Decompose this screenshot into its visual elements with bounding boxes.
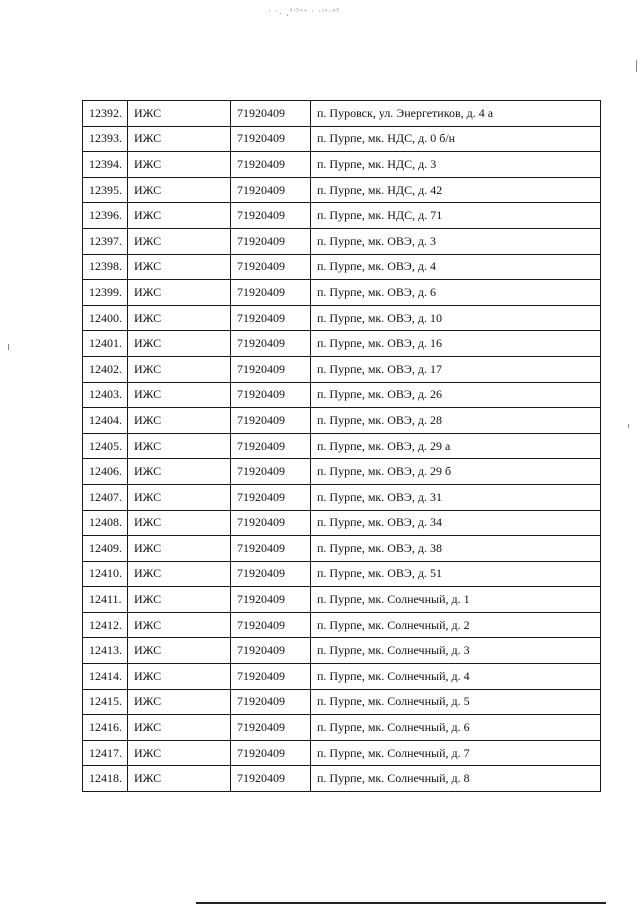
address-cell: п. Пурпе, мк. ОВЭ, д. 28 [311,408,601,434]
address-cell: п. Пурпе, мк. ОВЭ, д. 31 [311,484,601,510]
oktmo-code-cell: 71920409 [231,459,311,485]
row-number-cell: 12394. [83,152,128,178]
building-type-cell: ИЖС [128,101,231,127]
oktmo-code-cell: 71920409 [231,101,311,127]
oktmo-code-cell: 71920409 [231,331,311,357]
building-type-cell: ИЖС [128,356,231,382]
address-cell: п. Пурпе, мк. Солнечный, д. 2 [311,612,601,638]
oktmo-code-cell: 71920409 [231,638,311,664]
row-number-cell: 12401. [83,331,128,357]
table-row [83,177,601,203]
row-number-cell: 12418. [83,766,128,792]
oktmo-code-cell: 71920409 [231,536,311,562]
building-type-cell: ИЖС [128,152,231,178]
oktmo-code-cell: 71920409 [231,766,311,792]
page-bottom-rule [196,902,606,904]
table-row [83,228,601,254]
address-cell: п. Пурпе, мк. НДС, д. 0 б/н [311,126,601,152]
table-row [83,689,601,715]
row-number-cell: 12405. [83,433,128,459]
building-type-cell: ИЖС [128,510,231,536]
table-row [83,408,601,434]
oktmo-code-cell: 71920409 [231,382,311,408]
table-row [83,484,601,510]
address-cell: п. Пурпе, мк. НДС, д. 42 [311,177,601,203]
oktmo-code-cell: 71920409 [231,152,311,178]
address-cell: п. Пурпе, мк. Солнечный, д. 8 [311,766,601,792]
oktmo-code-cell: 71920409 [231,280,311,306]
building-type-cell: ИЖС [128,382,231,408]
building-type-cell: ИЖС [128,561,231,587]
row-number-cell: 12414. [83,664,128,690]
building-type-cell: ИЖС [128,433,231,459]
oktmo-code-cell: 71920409 [231,305,311,331]
table-row [83,740,601,766]
oktmo-code-cell: 71920409 [231,254,311,280]
oktmo-code-cell: 71920409 [231,356,311,382]
building-type-cell: ИЖС [128,664,231,690]
building-type-cell: ИЖС [128,689,231,715]
building-type-cell: ИЖС [128,484,231,510]
table-row [83,459,601,485]
table-row [83,536,601,562]
oktmo-code-cell: 71920409 [231,484,311,510]
address-cell: п. Пурпе, мк. Солнечный, д. 6 [311,715,601,741]
address-cell: п. Пурпе, мк. ОВЭ, д. 29 а [311,433,601,459]
row-number-cell: 12416. [83,715,128,741]
table-row [83,664,601,690]
scan-artifact-right-top [636,60,637,72]
row-number-cell: 12415. [83,689,128,715]
address-cell: п. Пурпе, мк. ОВЭ, д. 38 [311,536,601,562]
table-row [83,280,601,306]
table-row [83,356,601,382]
building-type-cell: ИЖС [128,459,231,485]
row-number-cell: 12392. [83,101,128,127]
row-number-cell: 12409. [83,536,128,562]
oktmo-code-cell: 71920409 [231,587,311,613]
oktmo-code-cell: 71920409 [231,408,311,434]
address-cell: п. Пурпе, мк. ОВЭ, д. 17 [311,356,601,382]
table-row [83,305,601,331]
row-number-cell: 12408. [83,510,128,536]
oktmo-code-cell: 71920409 [231,715,311,741]
row-number-cell: 12413. [83,638,128,664]
table-row [83,382,601,408]
scan-artifact-right-mid [628,424,629,428]
address-cell: п. Пурпе, мк. Солнечный, д. 1 [311,587,601,613]
building-type-cell: ИЖС [128,612,231,638]
address-cell: п. Пурпе, мк. НДС, д. 3 [311,152,601,178]
oktmo-code-cell: 71920409 [231,664,311,690]
row-number-cell: 12398. [83,254,128,280]
building-type-cell: ИЖС [128,305,231,331]
table-row [83,612,601,638]
address-cell: п. Пурпе, мк. Солнечный, д. 7 [311,740,601,766]
building-type-cell: ИЖС [128,740,231,766]
row-number-cell: 12417. [83,740,128,766]
row-number-cell: 12402. [83,356,128,382]
building-type-cell: ИЖС [128,715,231,741]
oktmo-code-cell: 71920409 [231,689,311,715]
table-row [83,561,601,587]
row-number-cell: 12407. [83,484,128,510]
building-type-cell: ИЖС [128,177,231,203]
oktmo-code-cell: 71920409 [231,612,311,638]
row-number-cell: 12404. [83,408,128,434]
oktmo-code-cell: 71920409 [231,433,311,459]
building-type-cell: ИЖС [128,203,231,229]
table-row [83,766,601,792]
building-type-cell: ИЖС [128,254,231,280]
table-row [83,433,601,459]
table-row [83,254,601,280]
table-row [83,510,601,536]
oktmo-code-cell: 71920409 [231,203,311,229]
address-cell: п. Пурпе, мк. Солнечный, д. 4 [311,664,601,690]
table-row [83,638,601,664]
scanner-header-noise: · ·. ¸¹ᶦ³ʷᵉ · ·ᵗᵉ·ⁿ⁵ [268,6,341,16]
address-cell: п. Пурпе, мк. ОВЭ, д. 6 [311,280,601,306]
table-row [83,203,601,229]
building-type-cell: ИЖС [128,280,231,306]
table-row [83,587,601,613]
table-row [83,715,601,741]
address-cell: п. Пурпе, мк. ОВЭ, д. 4 [311,254,601,280]
oktmo-code-cell: 71920409 [231,510,311,536]
row-number-cell: 12411. [83,587,128,613]
building-type-cell: ИЖС [128,126,231,152]
address-cell: п. Пурпе, мк. Солнечный, д. 5 [311,689,601,715]
table-row [83,126,601,152]
address-cell: п. Пурпе, мк. Солнечный, д. 3 [311,638,601,664]
building-type-cell: ИЖС [128,331,231,357]
address-cell: п. Пурпе, мк. ОВЭ, д. 16 [311,331,601,357]
address-cell: п. Пурпе, мк. ОВЭ, д. 3 [311,228,601,254]
registry-table-body [83,101,601,792]
address-cell: п. Пурпе, мк. ОВЭ, д. 26 [311,382,601,408]
table-row [83,152,601,178]
row-number-cell: 12396. [83,203,128,229]
row-number-cell: 12406. [83,459,128,485]
table-row [83,331,601,357]
row-number-cell: 12393. [83,126,128,152]
building-type-cell: ИЖС [128,766,231,792]
row-number-cell: 12395. [83,177,128,203]
building-type-cell: ИЖС [128,228,231,254]
row-number-cell: 12397. [83,228,128,254]
row-number-cell: 12412. [83,612,128,638]
scan-artifact-left-mid [8,344,9,350]
building-type-cell: ИЖС [128,638,231,664]
oktmo-code-cell: 71920409 [231,561,311,587]
address-cell: п. Пурпе, мк. НДС, д. 71 [311,203,601,229]
address-cell: п. Пурпе, мк. ОВЭ, д. 34 [311,510,601,536]
row-number-cell: 12400. [83,305,128,331]
building-type-cell: ИЖС [128,587,231,613]
address-cell: п. Пуровск, ул. Энергетиков, д. 4 а [311,101,601,127]
address-cell: п. Пурпе, мк. ОВЭ, д. 29 б [311,459,601,485]
building-type-cell: ИЖС [128,536,231,562]
row-number-cell: 12410. [83,561,128,587]
oktmo-code-cell: 71920409 [231,228,311,254]
building-type-cell: ИЖС [128,408,231,434]
address-cell: п. Пурпе, мк. ОВЭ, д. 51 [311,561,601,587]
row-number-cell: 12399. [83,280,128,306]
oktmo-code-cell: 71920409 [231,177,311,203]
registry-table [82,100,601,792]
table-row [83,101,601,127]
oktmo-code-cell: 71920409 [231,740,311,766]
address-cell: п. Пурпе, мк. ОВЭ, д. 10 [311,305,601,331]
row-number-cell: 12403. [83,382,128,408]
oktmo-code-cell: 71920409 [231,126,311,152]
